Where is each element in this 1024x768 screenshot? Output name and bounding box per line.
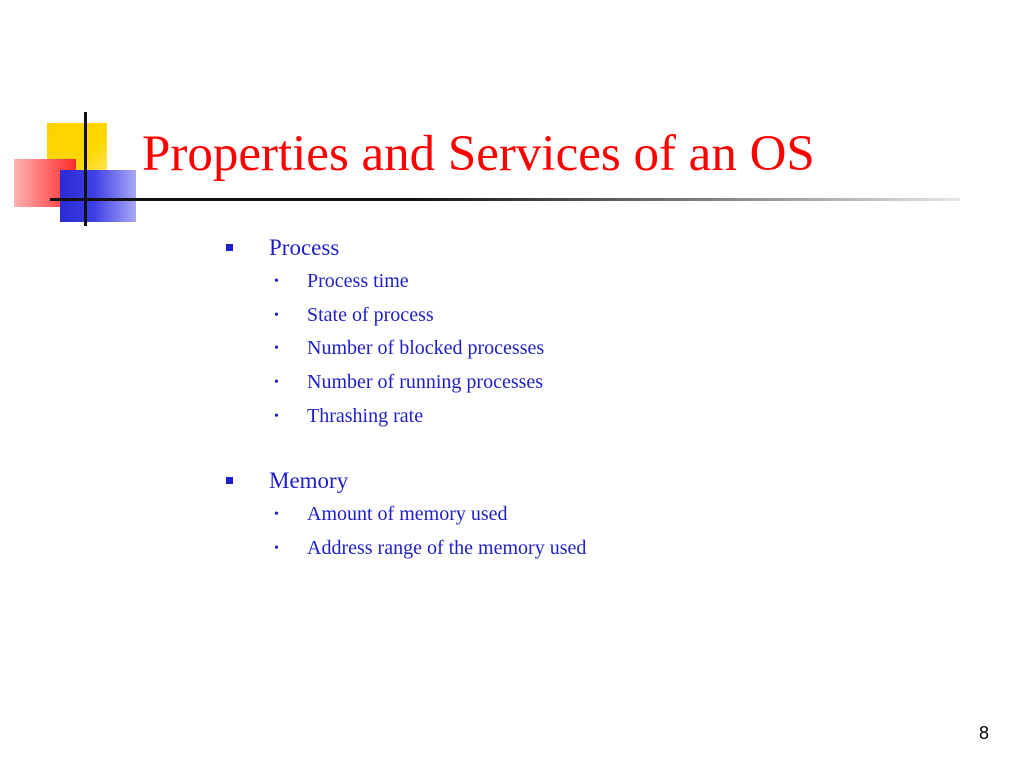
section-memory [225,466,925,565]
bullet-process [225,233,925,263]
sub-bullet [225,498,925,532]
page-number: 8 [979,723,990,743]
square-bullet-icon [226,244,233,251]
bullet-memory [225,466,925,496]
sub-bullet-text: Address range of the memory used [307,537,587,560]
title-underline-rule [50,198,960,201]
bullet-heading: Process [269,235,340,260]
dot-bullet-icon: • [274,341,279,357]
sub-bullet-text: Amount of memory used [307,503,508,526]
sub-bullet-text: Process time [307,270,409,292]
sub-bullet [225,366,925,400]
blue-square [60,170,136,222]
dot-bullet-icon: • [274,274,279,289]
sub-bullet-text: Number of running processes [307,371,544,394]
vertical-rule [84,112,87,226]
dot-bullet-icon: • [274,307,279,323]
sub-bullet-text: Number of blocked processes [307,337,545,360]
dot-bullet-icon: • [274,507,279,523]
section-process [225,233,925,433]
bullet-heading: Memory [269,468,349,494]
square-bullet-icon [226,477,233,484]
slide-body [225,233,925,566]
sub-bullet-text: State of process [307,303,434,326]
decorative-logo [0,0,160,240]
sub-bullet [225,532,925,566]
dot-bullet-icon: • [274,541,279,557]
sub-bullet [225,332,925,366]
sub-bullet [225,400,925,434]
sub-bullet-list [225,498,925,565]
sub-bullet-list [225,265,925,433]
dot-bullet-icon: • [274,375,279,391]
sub-bullet [225,299,925,333]
slide-title: Properties and Services of an OS [142,126,815,182]
dot-bullet-icon: • [274,408,279,424]
sub-bullet-text: Thrashing rate [307,404,424,427]
sub-bullet [225,265,925,299]
